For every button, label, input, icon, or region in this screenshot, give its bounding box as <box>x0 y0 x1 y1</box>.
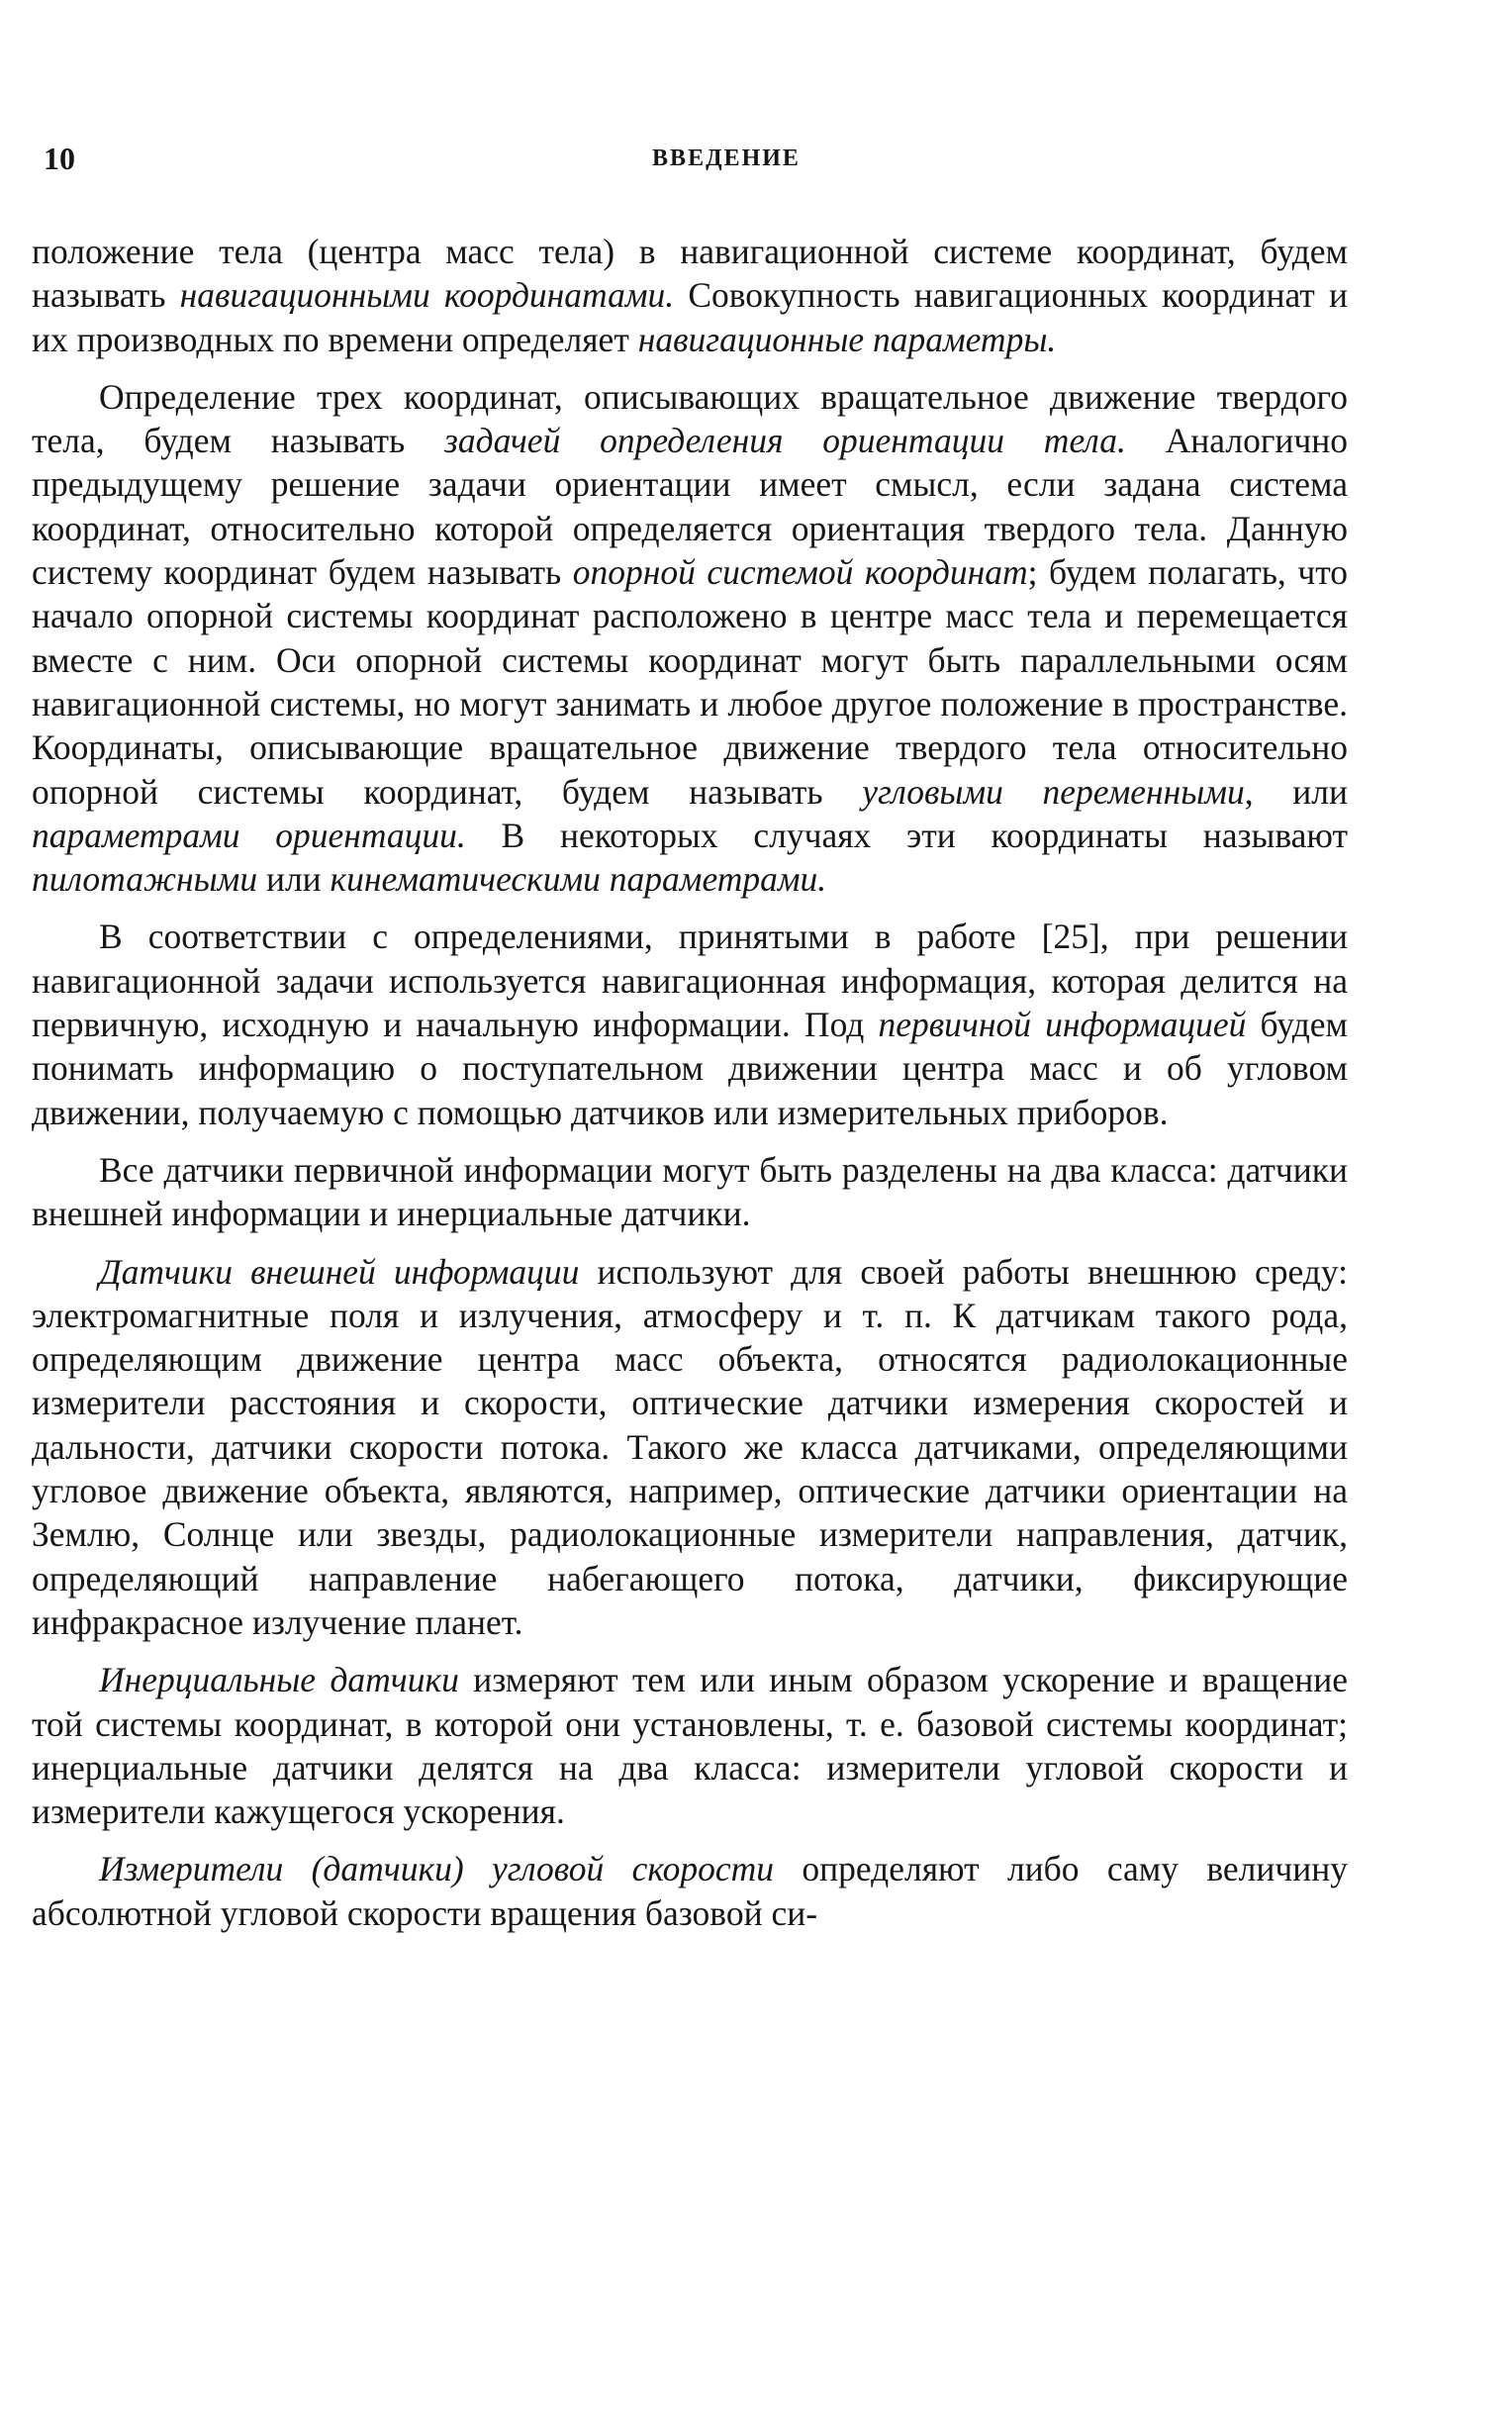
italic-term: Датчики внешней информации <box>99 1251 580 1292</box>
italic-term: навигационные параметры. <box>637 319 1057 359</box>
text-run: ; будем полагать, что начало опорной системы координат расположено в центре масс тела и перемещается вместе с ним. Оси опорной системы координат могут быть параллельными осям навигационной системы, но могут занимать и любое другое положение в пространстве. Координаты, описывающие вращательное движение твердого тела относительно опорной системы координат, будем называть <box>32 552 1348 812</box>
italic-term: Измерители (датчики) угловой скорости <box>99 1849 775 1889</box>
italic-term: навигационными координатами. <box>179 275 675 316</box>
text-run: будем понимать информацию о поступательном движении центра масс и об угловом движении, получаемую с помощью датчиков или измерительных приборов. <box>32 1005 1348 1132</box>
text-run: Определение трех координат, описывающих вращательное движение твердого тела, будем называть <box>32 376 1348 461</box>
italic-term: опорной системой координат <box>572 552 1028 593</box>
italic-term: задачей определения ориентации тела. <box>444 421 1126 461</box>
paragraph <box>32 915 1348 1133</box>
paragraph <box>32 375 1348 902</box>
paragraph <box>32 1847 1348 1935</box>
text-run: или <box>257 859 331 900</box>
italic-term: первичной информацией <box>878 1005 1247 1045</box>
italic-term: Инерциальные датчики <box>99 1660 459 1700</box>
text-run: положение тела (центра масс тела) в навигационной системе координат, будем называть <box>32 232 1348 316</box>
paragraph <box>32 230 1348 361</box>
paragraph <box>32 1658 1348 1833</box>
text-run: В некоторых случаях эти координаты называют <box>465 815 1349 855</box>
paragraph <box>32 1250 1348 1645</box>
page-header <box>44 139 1389 178</box>
text-run: используют для своей работы внешнюю среду: электромагнитные поля и излучения, атмосферу и т. п. К датчикам такого рода, определяющим движение центра масс объекта, относятся радиолокационные измерители расстояния и скорости, оптические датчики измерения скоростей и дальности, датчики скорости потока. Такого же класса датчиками, определяющими угловое движение объекта, являются, например, оптические датчики ориентации на Землю, Солнце или звезды, радиолокационные измерители направления, датчик, определяющий направление набегающего потока, датчики, фиксирующие инфракрасное излучение планет. <box>32 1251 1348 1642</box>
text-run: , или <box>1244 771 1348 812</box>
text-run: измеряют тем или иным образом ускорение и вращение той системы координат, в которой они установлены, т. е. базовой системы координат; инерциальные датчики делятся на два класса: измерители угловой скорости и измерители кажущегося ускорения. <box>32 1660 1348 1832</box>
text-run: Все датчики первичной информации могут быть разделены на два класса: датчики внешней информации и инерциальные датчики. <box>32 1149 1348 1234</box>
paragraph <box>32 1148 1348 1236</box>
italic-term: пилотажными <box>32 859 258 900</box>
running-head: ВВЕДЕНИЕ <box>652 145 801 171</box>
body-text <box>32 230 1348 1949</box>
italic-term: угловыми переменными <box>862 771 1245 812</box>
italic-term: кинематическими параметрами. <box>330 859 827 900</box>
text-run: Совокупность навигационных координат и их производных по времени определяет <box>32 275 1349 359</box>
italic-term: параметрами ориентации. <box>32 815 466 855</box>
page-number: 10 <box>44 141 75 176</box>
text-run: В соответствии с определениями, принятыми в работе [25], при решении навигационной задачи используется навигационная информация, которая делится на первичную, исходную и начальную информации. Под <box>32 917 1348 1045</box>
text-run: определяют либо саму величину абсолютной угловой скорости вращения базовой си- <box>32 1849 1348 1933</box>
text-run: Аналогично предыдущему решение задачи ориентации имеет смысл, если задана система координат, относительно которой определяется ориентация твердого тела. Данную систему координат будем называть <box>32 421 1348 593</box>
